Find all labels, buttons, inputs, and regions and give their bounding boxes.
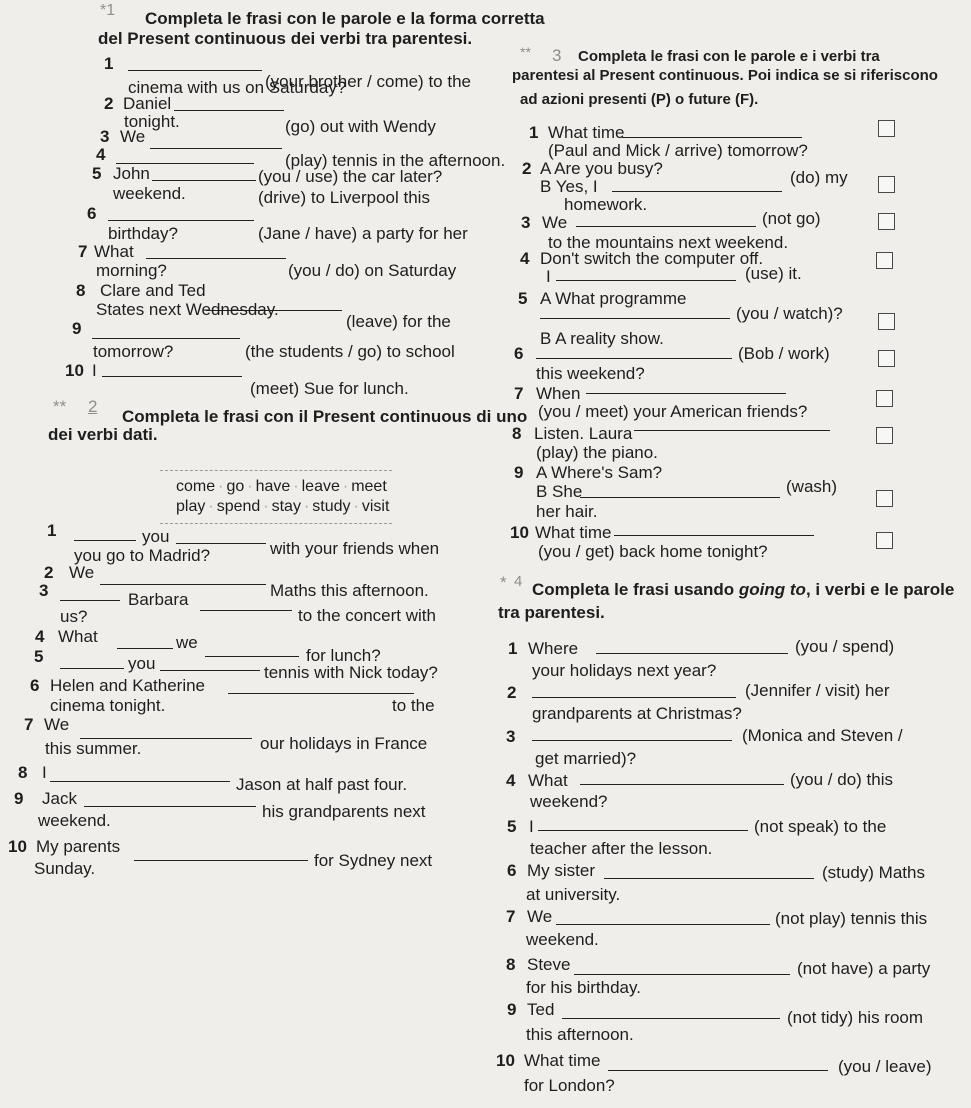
ex4-item-text: (you / do) this: [790, 770, 893, 789]
ex4-blank-7[interactable]: [556, 924, 770, 925]
ex4-item-number: 10: [496, 1051, 515, 1070]
ex4-item-text: for London?: [524, 1076, 615, 1095]
exercise-2-instruction-line-1: Completa le frasi con il Present continuous di uno: [122, 407, 528, 426]
ex1-blank-3[interactable]: [150, 148, 282, 149]
ex2-item-text: us?: [60, 607, 88, 626]
ex3-item-number: 8: [512, 424, 522, 443]
ex2-item-text: tennis with Nick today?: [264, 663, 438, 682]
ex1-item-number: 10: [65, 361, 84, 380]
ex3-item-text: to the mountains next weekend.: [548, 233, 789, 252]
ex3-item-text: A Where's Sam?: [536, 463, 663, 482]
ex4-item-text: Steve: [527, 955, 571, 974]
ex2-blank-5a[interactable]: [60, 668, 124, 669]
ex4-item-text: (study) Maths: [822, 863, 925, 882]
exercise-1-instruction-line-2: del Present continuous dei verbi tra parentesi.: [98, 29, 473, 48]
ex3-item-text: homework.: [564, 195, 648, 214]
ex1-item-number: 6: [87, 204, 97, 223]
ex3-item-text: What time: [548, 123, 625, 142]
ex3-item-text: (Bob / work): [738, 344, 830, 363]
ex1-item-text: (play) tennis in the afternoon.: [285, 151, 506, 170]
ex2-item-text: My parents: [36, 837, 121, 856]
ex4-blank-9[interactable]: [562, 1018, 780, 1019]
ex1-item-text: (Jane / have) a party for her: [258, 224, 468, 243]
ex1-item-text: (your brother / come) to the: [265, 72, 471, 91]
ex4-blank-3[interactable]: [532, 740, 732, 741]
ex4-item-text: your holidays next year?: [532, 661, 717, 680]
ex1-item-text: John: [113, 164, 150, 183]
ex4-item-text: at university.: [526, 885, 621, 904]
ex4-item-number: 8: [506, 955, 516, 974]
ex3-item-text: A What programme: [540, 289, 687, 308]
exercise-4-instruction-line-1: Completa le frasi usando going to, i verbi e le parole: [532, 580, 955, 599]
ex2-item-number: 1: [47, 521, 57, 540]
ex2-item-text: weekend.: [38, 811, 111, 830]
ex3-item-text: B She: [536, 482, 583, 501]
ex2-item-number: 8: [18, 763, 28, 782]
ex1-item-text: (leave) for the: [346, 312, 451, 331]
ex2-item-text: his grandparents next: [262, 802, 426, 821]
ex1-item-text: (you / do) on Saturday: [288, 261, 457, 280]
ex1-blank-10[interactable]: [102, 376, 242, 377]
ex1-item-text: States next Wednesday.: [96, 300, 279, 319]
ex3-item-text: (not go): [762, 209, 821, 228]
ex2-item-number: 6: [30, 676, 40, 695]
ex3-item-text: When: [536, 384, 581, 403]
ex3-item-text: (wash): [786, 477, 838, 496]
ex2-item-number: 3: [39, 581, 49, 600]
ex4-item-number: 3: [506, 727, 516, 746]
ex1-item-number: 5: [92, 164, 102, 183]
exercise-3-instruction-line-2: parentesi al Present continuous. Poi indica se si riferiscono: [512, 67, 938, 84]
ex4-item-text: (Jennifer / visit) her: [745, 681, 890, 700]
exercise-4-instruction-line-2: tra parentesi.: [498, 603, 605, 622]
ex2-item-text: this summer.: [45, 739, 142, 758]
ex4-item-text: I: [529, 817, 534, 836]
exercise-4-stars: *: [500, 573, 507, 592]
ex3-item-number: 4: [520, 249, 530, 268]
exercise-4-number: 4: [514, 573, 523, 590]
exercise-2-number: 2: [88, 397, 98, 416]
ex2-item-text: we: [176, 633, 198, 652]
ex3-item-text: (Paul and Mick / arrive) tomorrow?: [548, 141, 808, 160]
ex2-blank-1a[interactable]: [74, 540, 136, 541]
ex1-item-text: (you / use) the car later?: [258, 167, 443, 186]
ex1-item-text: tonight.: [124, 112, 180, 131]
ex3-item-text: her hair.: [536, 502, 598, 521]
ex3-item-number: 10: [510, 523, 529, 542]
ex1-item-text: tomorrow?: [93, 342, 174, 361]
ex4-item-text: What time: [524, 1051, 601, 1070]
ex3-answer-box-2[interactable]: [878, 176, 895, 193]
ex4-item-text: weekend?: [530, 792, 608, 811]
ex1-item-text: What: [94, 242, 134, 261]
ex1-item-number: 9: [72, 319, 82, 338]
ex2-item-text: with your friends when: [270, 539, 440, 558]
exercise-1-stars: *1: [100, 2, 116, 19]
ex2-blank-9[interactable]: [84, 806, 256, 807]
ex1-item-number: 7: [78, 242, 88, 261]
ex4-item-text: We: [527, 907, 553, 926]
ex2-item-number: 9: [14, 789, 24, 808]
ex3-item-text: B Yes, I: [540, 177, 598, 196]
ex3-blank-8[interactable]: [634, 430, 830, 431]
ex3-item-number: 5: [518, 289, 528, 308]
ex3-item-number: 2: [522, 159, 532, 178]
ex3-item-number: 1: [529, 123, 539, 142]
ex1-item-number: 4: [96, 145, 106, 164]
ex2-item-text: Sunday.: [34, 859, 96, 878]
ex1-blank-1[interactable]: [128, 70, 262, 71]
ex3-item-text: (play) the piano.: [536, 443, 658, 462]
ex2-item-number: 5: [34, 647, 44, 666]
ex3-answer-box-1[interactable]: [878, 120, 895, 137]
ex1-blank-2[interactable]: [174, 110, 284, 111]
ex3-answer-box-3[interactable]: [878, 213, 895, 230]
ex2-blank-6[interactable]: [228, 693, 414, 694]
ex2-item-text: We: [69, 563, 95, 582]
ex2-item-text: you: [142, 527, 170, 546]
ex3-item-text: (use) it.: [745, 264, 802, 283]
ex4-item-text: (you / leave): [838, 1057, 932, 1076]
exercise-3-instruction-line-3: ad azioni presenti (P) o future (F).: [520, 91, 759, 108]
ex4-item-text: this afternoon.: [526, 1025, 634, 1044]
ex4-blank-5[interactable]: [538, 830, 748, 831]
ex3-answer-box-7[interactable]: [876, 390, 893, 407]
ex3-item-text: (do) my: [790, 168, 848, 187]
ex1-item-text: morning?: [96, 261, 167, 280]
ex3-blank-9[interactable]: [580, 497, 780, 498]
ex3-item-text: Don't switch the computer off.: [540, 249, 764, 268]
exercise-3-number: 3: [552, 46, 562, 65]
ex2-blank-5b[interactable]: [160, 670, 260, 671]
ex3-item-number: 6: [514, 344, 524, 363]
ex4-item-number: 7: [506, 907, 516, 926]
ex3-answer-box-5[interactable]: [878, 313, 895, 330]
exercise-3-stars: **: [520, 44, 531, 60]
ex3-blank-2[interactable]: [612, 191, 782, 192]
ex4-blank-8[interactable]: [574, 974, 790, 975]
ex4-item-text: Where: [528, 639, 579, 658]
ex2-blank-2[interactable]: [100, 584, 266, 585]
ex4-blank-2[interactable]: [532, 697, 736, 698]
exercise-2-instruction-line-2: dei verbi dati.: [48, 425, 158, 444]
ex2-item-text: What: [58, 627, 98, 646]
ex3-item-text: A Are you busy?: [540, 159, 663, 178]
ex4-item-text: (not tidy) his room: [787, 1008, 924, 1027]
ex2-item-number: 2: [44, 563, 54, 582]
ex1-item-text: (go) out with Wendy: [285, 117, 436, 136]
ex4-item-number: 9: [507, 1000, 517, 1019]
ex4-item-text: (you / spend): [795, 637, 895, 656]
ex3-item-text: this weekend?: [536, 364, 645, 383]
ex2-item-text: Maths this afternoon.: [270, 581, 429, 600]
ex2-item-text: Helen and Katherine: [50, 676, 206, 695]
ex3-item-text: Listen. Laura: [534, 424, 633, 443]
ex2-blank-3a[interactable]: [60, 600, 120, 601]
ex3-blank-4[interactable]: [556, 280, 736, 281]
ex2-item-text: for Sydney next: [314, 851, 433, 870]
ex3-blank-6[interactable]: [536, 358, 732, 359]
ex1-blank-5[interactable]: [152, 180, 256, 181]
ex4-item-number: 1: [508, 639, 518, 658]
ex4-item-text: teacher after the lesson.: [530, 839, 713, 858]
ex1-item-number: 8: [76, 281, 86, 300]
ex3-answer-box-8[interactable]: [876, 427, 893, 444]
ex2-item-text: to the concert with: [298, 606, 436, 625]
ex3-item-text: What time: [535, 523, 612, 542]
ex4-item-text: (not play) tennis this: [775, 909, 928, 928]
ex3-blank-7[interactable]: [586, 393, 786, 394]
ex1-item-text: (the students / go) to school: [245, 342, 455, 361]
ex1-item-number: 2: [104, 94, 114, 113]
ex3-item-number: 7: [514, 384, 524, 403]
ex4-item-number: 2: [507, 683, 517, 702]
ex2-item-text: Jack: [42, 789, 77, 808]
ex1-item-text: I: [92, 361, 97, 380]
ex3-item-text: We: [542, 213, 568, 232]
ex3-answer-box-9[interactable]: [876, 490, 893, 507]
ex2-blank-3b[interactable]: [200, 610, 292, 611]
ex4-item-number: 6: [507, 861, 517, 880]
ex2-item-text: Barbara: [128, 590, 189, 609]
ex3-answer-box-10[interactable]: [876, 532, 893, 549]
ex1-item-text: (meet) Sue for lunch.: [250, 379, 409, 398]
ex2-item-text: to the: [392, 696, 435, 715]
exercise-3-instruction-line-1: Completa le frasi con le parole e i verbi tra: [578, 48, 880, 65]
ex1-item-number: 1: [104, 54, 114, 73]
ex1-item-text: (drive) to Liverpool this: [258, 188, 430, 207]
ex2-blank-4b[interactable]: [205, 656, 299, 657]
ex1-blank-6[interactable]: [108, 220, 254, 221]
ex3-item-text: (you / get) back home tonight?: [538, 542, 768, 561]
ex4-item-text: for his birthday.: [526, 978, 641, 997]
ex2-item-number: 7: [24, 715, 34, 734]
ex1-item-text: Daniel: [123, 94, 172, 113]
ex3-answer-box-6[interactable]: [878, 350, 895, 367]
ex4-item-number: 4: [506, 771, 516, 790]
ex3-item-text: (you / watch)?: [736, 304, 843, 323]
ex3-item-text: (you / meet) your American friends?: [538, 402, 808, 421]
ex2-item-text: I: [42, 763, 47, 782]
ex1-item-text: birthday?: [108, 224, 178, 243]
ex3-blank-10[interactable]: [614, 535, 814, 536]
ex2-blank-8[interactable]: [50, 781, 230, 782]
ex3-item-number: 3: [521, 213, 531, 232]
ex4-item-text: weekend.: [526, 930, 599, 949]
ex4-item-text: What: [528, 771, 568, 790]
ex2-blank-4a[interactable]: [117, 648, 173, 649]
ex3-item-number: 9: [514, 463, 524, 482]
ex2-blank-1b[interactable]: [176, 543, 266, 544]
ex4-item-text: grandparents at Christmas?: [532, 704, 742, 723]
ex3-blank-1[interactable]: [622, 137, 802, 138]
ex2-item-number: 10: [8, 837, 27, 856]
exercise-2-stars: **: [53, 397, 67, 416]
ex3-blank-3[interactable]: [576, 226, 756, 227]
ex4-item-text: (Monica and Steven /: [742, 726, 903, 745]
ex4-blank-6[interactable]: [604, 878, 814, 879]
word-list-row-1: come · go · have · leave · meet: [176, 478, 387, 495]
ex4-item-text: My sister: [527, 861, 595, 880]
ex2-blank-10[interactable]: [134, 860, 308, 861]
ex2-item-text: our holidays in France: [260, 734, 428, 753]
word-list-row-2: play · spend · stay · study · visit: [176, 498, 390, 515]
ex3-answer-box-4[interactable]: [876, 252, 893, 269]
ex1-item-text: cinema with us on Saturday?: [128, 78, 347, 97]
ex4-blank-1[interactable]: [596, 653, 788, 654]
ex4-item-text: Ted: [527, 1000, 555, 1019]
ex4-item-text: (not have) a party: [797, 959, 931, 978]
ex1-item-number: 3: [100, 127, 110, 146]
ex1-blank-9[interactable]: [92, 338, 240, 339]
ex2-item-text: for lunch?: [306, 646, 381, 665]
ex2-item-number: 4: [35, 627, 45, 646]
ex1-blank-7[interactable]: [146, 258, 286, 259]
ex4-blank-10[interactable]: [608, 1070, 828, 1071]
ex4-item-text: get married)?: [535, 749, 637, 768]
ex1-item-text: We: [120, 127, 146, 146]
ex2-item-text: Jason at half past four.: [236, 775, 408, 794]
ex4-blank-4[interactable]: [580, 784, 784, 785]
ex2-item-text: We: [44, 715, 70, 734]
ex3-blank-5[interactable]: [540, 318, 730, 319]
ex1-item-text: weekend.: [113, 184, 186, 203]
ex2-item-text: you: [128, 654, 156, 673]
ex1-item-text: Clare and Ted: [100, 281, 206, 300]
ex3-item-text: B A reality show.: [540, 329, 664, 348]
exercise-1-instruction-line-1: Completa le frasi con le parole e la forma corretta: [145, 9, 545, 28]
ex2-item-text: cinema tonight.: [50, 696, 166, 715]
ex2-item-text: you go to Madrid?: [74, 546, 211, 565]
ex4-item-text: (not speak) to the: [754, 817, 887, 836]
ex3-item-text: I: [546, 267, 551, 286]
ex4-item-number: 5: [507, 817, 517, 836]
